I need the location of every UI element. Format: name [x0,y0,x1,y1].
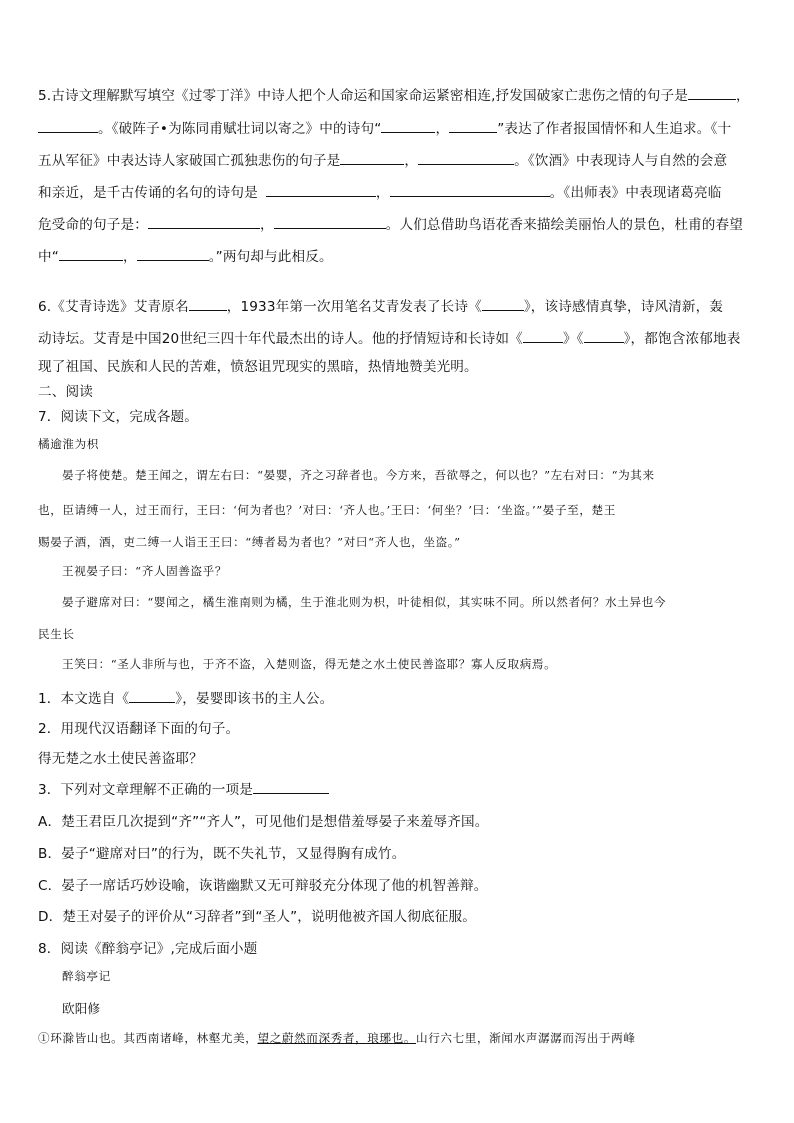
q8-author: 欧阳修 [62,1001,101,1016]
q5-line-5: 危受命的句子是： ， 。人们总借助鸟语花香来描绘美丽怡人的景色，杜甫的春望 [38,217,744,233]
answer-blank[interactable] [418,152,514,165]
answer-blank[interactable] [584,330,624,343]
q7-intro: 7．阅读下文，完成各题。 [38,409,198,425]
q5-line-1: 5.古诗文理解默写填空《过零丁洋》中诗人把个人命运和国家命运紧密相连,抒发国破家亡悲伤之情的句子是 ， [38,88,750,104]
answer-blank[interactable] [38,120,98,133]
section-heading: 二、阅读 [38,384,93,400]
answer-blank[interactable] [137,248,209,261]
q7-passage-line: 王视晏子曰：“齐人固善盗乎？ [62,564,228,578]
option-d: D．楚王对晏子的评价从“习辞者”到“圣人”，说明他被齐国人彻底征服。 [38,909,476,925]
q7-passage-line: 也，臣请缚一人，过王而行，王曰：‘何为者也？’对曰：‘齐人也。’王曰：‘何坐？’曰：‘坐盗。’”晏子至，楚王 [38,503,616,517]
q7-passage-line: 晏子避席对曰：“婴闻之，橘生淮南则为橘，生于淮北则为枳，叶徒相似，其实味不同。所以然者何？水土异也今 [62,595,667,609]
answer-blank[interactable] [340,152,404,165]
q7-passage-line: 晏子将使楚。楚王闻之，谓左右曰：“晏婴，齐之习辞者也。今方来，吾欲辱之，何以也？”左右对曰：“为其来 [62,468,655,482]
answer-blank[interactable] [688,87,736,100]
q5-text: 5.古诗文理解默写填空《过零丁洋》中诗人把个人命运和国家命运紧密相连,抒发国破家亡悲伤之情的句子是 [38,88,688,104]
q8-passage-line: ①环滁皆山也。其西南诸峰，林壑尤美，望之蔚然而深秀者，琅琊也。山行六七里，渐闻水声潺潺而泻出于两峰 [38,1031,636,1045]
q7-passage-line: 民生长 [38,627,75,641]
q6-line-1: 6.《艾青诗选》艾青原名 ，1933年第一次用笔名艾青发表了长诗《 》，该诗感情真挚，诗风清新，轰 [38,299,724,315]
answer-blank[interactable] [449,120,497,133]
q8-intro: 8．阅读《醉翁亭记》,完成后面小题 [38,941,258,957]
q7-passage-line: 赐晏子酒，酒，吏二缚一人诣王王曰：“缚者曷为者也？”对曰“齐人也，坐盗。” [38,535,461,549]
option-a: A．楚王君臣几次提到“齐”“齐人”，可见他们是想借羞辱晏子来羞辱齐国。 [38,814,489,830]
underlined-sentence: 望之蔚然而深秀者，琅琊也。 [257,1031,417,1045]
q6-line-3: 现了祖国、民族和人民的苦难，愤怒诅咒现实的黑暗，热情地赞美光明。 [38,359,478,375]
answer-blank[interactable] [189,298,227,311]
answer-blank[interactable] [274,216,386,229]
answer-blank[interactable] [253,781,329,794]
q7-subquestion-2: 2．用现代汉语翻译下面的句子。 [38,721,240,737]
answer-blank[interactable] [266,184,376,197]
option-b: B．晏子“避席对曰”的行为，既不失礼节，又显得胸有成竹。 [38,846,406,862]
option-c: C．晏子一席话巧妙设喻，诙谐幽默又无可辩驳充分体现了他的机智善辩。 [38,878,488,894]
answer-blank[interactable] [390,184,550,197]
q5-line-3: 五从军征》中表达诗人家破国亡孤独悲伤的句子是 ， 。《饮酒》中表现诗人与自然的会意 [38,153,728,169]
q7-translate-sentence: 得无楚之水土使民善盗耶？ [38,751,203,767]
q7-subquestion-3: 3．下列对文章理解不正确的一项是 [38,778,764,798]
answer-blank[interactable] [381,120,435,133]
answer-blank[interactable] [523,330,563,343]
q5-line-2: 。《破阵子•为陈同甫赋壮词以寄之》中的诗句“ ， ”表达了作者报国情怀和人生追求。《十 [38,117,764,137]
answer-blank[interactable] [59,248,123,261]
answer-blank[interactable] [482,298,524,311]
answer-blank[interactable] [148,216,260,229]
q5-line-4: 和亲近，是千古传诵的名句的诗句是 ， 。《出师表》中表现诸葛亮临 [38,185,722,201]
q6-line-2: 动诗坛。艾青是中国20世纪三四十年代最杰出的诗人。他的抒情短诗和长诗如《 》《 》，都饱含浓郁地表 [38,331,741,347]
q7-subquestion-1: 1．本文选自《 》，晏婴即该书的主人公。 [38,691,334,707]
q8-passage-title: 醉翁亭记 [62,969,111,983]
q7-passage-line: 王笑曰：“圣人非所与也，于齐不盗，入楚则盗，得无楚之水土使民善盗耶？寡人反取病焉。 [62,657,557,671]
answer-blank[interactable] [129,690,175,703]
q5-line-6: 中“ ， 。”两句却与此相反。 [38,249,333,265]
q7-passage-title: 橘逾淮为枳 [38,437,99,451]
